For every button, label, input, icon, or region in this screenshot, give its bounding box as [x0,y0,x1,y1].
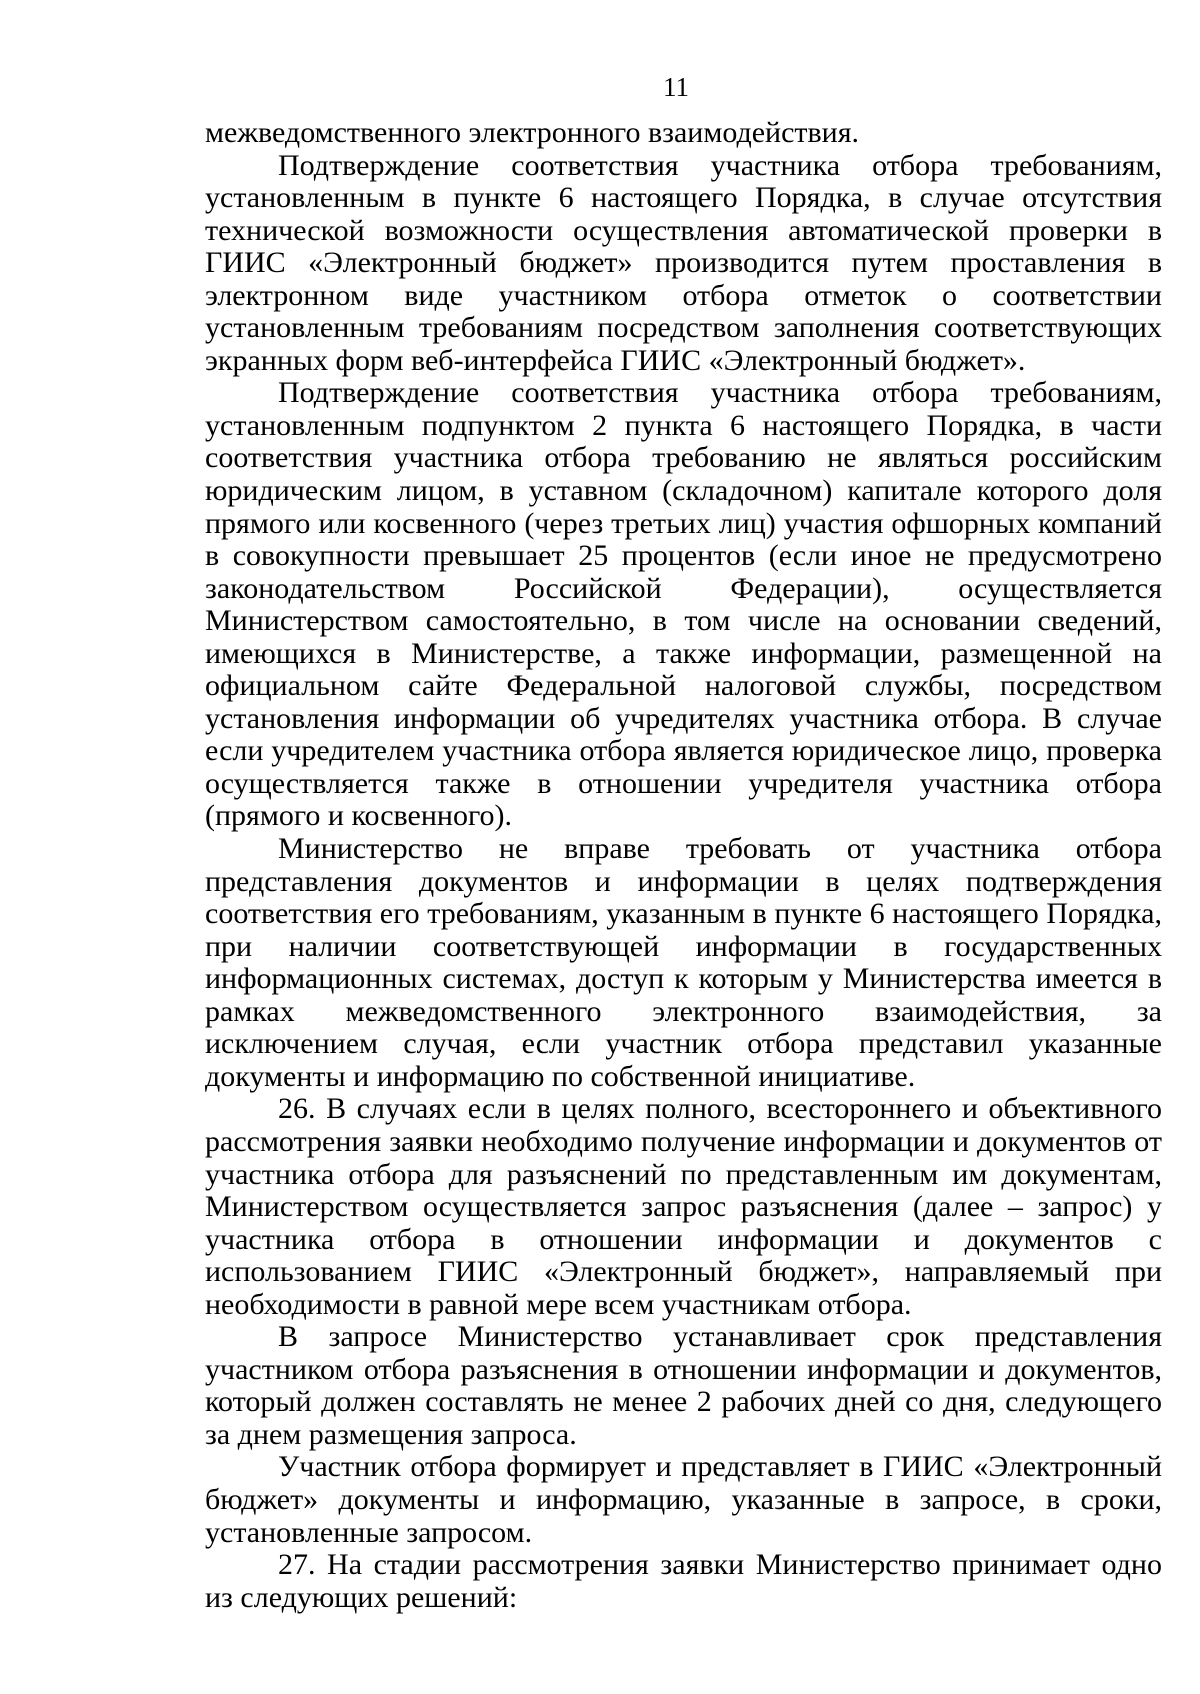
paragraph-offshore-confirmation: Подтверждение соответствия участника отбора требованиям, установленным подпунктом 2 пункта 6 настоящего Порядка, в части соответствия участника отбора требованию не являться российским юридическим лицом, в уставном (складочном) капитале которого доля прямого или косвенного (через третьих лиц) участия офшорных компаний в совокупности превышает 25 процентов (если иное не предусмотрено законодательством Российской Федерации), осуществляется Министерством самостоятельно, в том числе на основании сведений, имеющихся в Министерстве, а также информации, размещенной на официальном сайте Федеральной налоговой службы, посредством установления информации об учредителях участника отбора. В случае если учредителем участника отбора является юридическое лицо, проверка осуществляется также в отношении учредителя участника отбора (прямого и косвенного). [205,376,1162,833]
paragraph-clause-27: 27. На стадии рассмотрения заявки Министерство принимает одно из следующих решений: [205,1548,1162,1614]
paragraph-confirmation-requirements: Подтверждение соответствия участника отбора требованиям, установленным в пункте 6 настоящего Порядка, в случае отсутствия технической возможности осуществления автоматической проверки в ГИИС «Электронный бюджет» производится путем проставления в электронном виде участником отбора отметок о соответствии установленным требованиям посредством заполнения соответствующих экранных форм веб-интерфейса ГИИС «Электронный бюджет». [205,148,1162,377]
paragraph-ministry-restrictions: Министерство не вправе требовать от участника отбора представления документов и информации в целях подтверждения соответствия его требованиям, указанным в пункте 6 настоящего Порядка, при наличии соответствующей информации в государственных информационных системах, доступ к которым у Министерства имеется в рамках межведомственного электронного взаимодействия, за исключением случая, если участник отбора представил указанные документы и информацию по собственной инициативе. [205,832,1162,1093]
document-body [205,117,1162,1614]
paragraph-continuation: межведомственного электронного взаимодействия. [205,116,860,149]
paragraph-participant-response: Участник отбора формирует и представляет в ГИИС «Электронный бюджет» документы и информацию, указанные в запросе, в сроки, установленные запросом. [205,1450,1162,1549]
page-number: 11 [663,72,689,102]
paragraph-request-deadline: В запросе Министерство устанавливает срок представления участником отбора разъяснения в отношении информации и документов, который должен составлять не менее 2 рабочих дней со дня, следующего за днем размещения запроса. [205,1320,1162,1451]
paragraph-clause-26: 26. В случаях если в целях полного, всестороннего и объективного рассмотрения заявки необходимо получение информации и документов от участника отбора для разъяснений по представленным им документам, Министерством осуществляется запрос разъяснения (далее – запрос) у участника отбора в отношении информации и документов с использованием ГИИС «Электронный бюджет», направляемый при необходимости в равной мере всем участникам отбора. [205,1092,1162,1321]
